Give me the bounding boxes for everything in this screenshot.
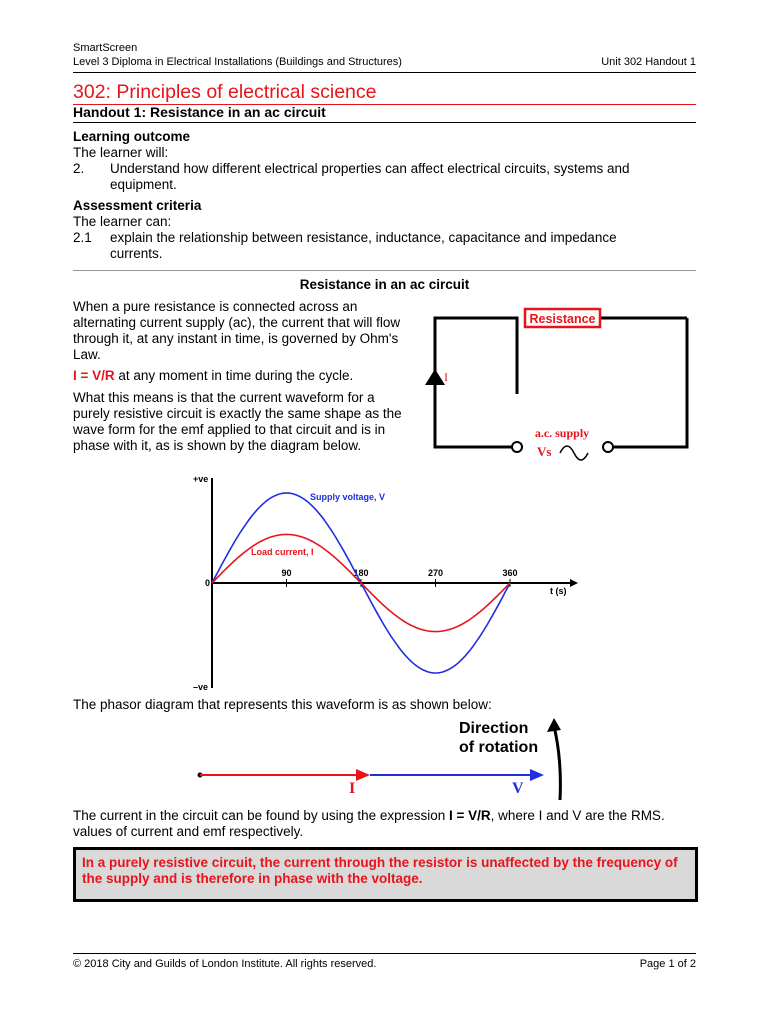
formula-description: at any moment in time during the cycle. [114,368,354,383]
footer-page-number: Page 1 of 2 [639,958,696,970]
rms-paragraph [73,808,693,840]
section-title: Resistance in an ac circuit [299,277,470,292]
waveform-explanation: What this means is that the current waveform for a purely resistive circuit is exactly the same shape as the wave form for the emf applied to that circuit and is in phase with it, as is shown by the diagram below. [73,390,402,453]
learning-outcome-text: Understand how different electrical properties can affect electrical circuits, systems and equipment. [110,161,630,192]
phasor-diagram [190,712,580,804]
x-axis-arrow-icon [570,579,578,587]
footer-divider [73,953,696,954]
x-tick-label: 180 [353,568,369,578]
voltage-phasor-label: V [512,780,524,797]
assessment-text: explain the relationship between resistance, inductance, capacitance and impedance currents. [110,230,617,261]
assessment-number: 2.1 [73,230,92,245]
learning-outcome-heading: Learning outcome [73,129,191,144]
rms-formula: I = V/R [448,808,491,823]
rotation-arrow-icon [547,718,561,732]
x-tick-label: 270 [427,568,444,578]
terminal-right-icon [603,442,613,452]
terminal-left-icon [512,442,522,452]
origin-label: 0 [205,578,211,588]
header-unit-ref: Unit 302 Handout 1 [601,56,696,68]
time-axis-label: t (s) [550,586,567,596]
circuit-diagram [425,305,695,480]
callout-text: In a purely resistive circuit, the current through the resistor is unaffected by the frequency of the supply and is therefore in phase with the voltage. [82,855,678,886]
vs-label: Vs [537,444,552,459]
learning-outcome-intro: The learner will: [73,145,169,160]
current-phasor-arrow-icon [356,769,370,781]
callout-box [73,847,698,902]
header-divider [73,72,696,73]
current-arrow-icon [425,369,445,385]
intro-paragraph: When a pure resistance is connected across an alternating current supply (ac), the current that will flow through it, at any instant in time, is governed by Ohm's Law. [73,299,401,362]
page-title: 302: Principles of electrical science [73,81,377,103]
x-tick-label: 90 [281,568,292,578]
learning-outcome-number: 2. [73,161,85,176]
current-phasor-label: I [349,780,356,797]
section-divider [73,270,696,271]
rms-text-pre: The current in the circuit can be found by using the expression [73,808,449,823]
rotation-label-line1: Direction [459,720,529,737]
subtitle-divider [73,122,696,123]
voltage-series-label: Supply voltage, V [310,492,386,502]
formula-line [73,368,408,384]
ac-wave-icon [560,446,588,460]
rotation-arrow-shaft [554,726,560,800]
rms-text-post: , where I and V are the RMS. values of current and emf respectively. [73,808,665,839]
neg-axis-label: –ve [193,682,209,692]
waveform-chart [185,470,585,695]
footer-copyright: © 2018 City and Guilds of London Institute. All rights reserved. [73,958,377,970]
pos-axis-label: +ve [193,474,209,484]
tick-group [281,568,517,587]
x-tick-label: 360 [502,568,518,578]
supply-label: a.c. supply [534,426,590,440]
current-series-label: Load current, I [251,547,314,557]
page-subtitle: Handout 1: Resistance in an ac circuit [73,104,326,120]
assessment-intro: The learner can: [73,214,172,229]
header-course: Level 3 Diploma in Electrical Installations (Buildings and Structures) [73,56,402,68]
resistor-label: Resistance [529,312,596,326]
header-org: SmartScreen [73,42,138,54]
voltage-phasor-arrow-icon [530,769,544,781]
phasor-intro: The phasor diagram that represents this waveform is as shown below: [73,697,492,712]
current-label: I [444,370,448,384]
rotation-label-line2: of rotation [459,739,539,756]
formula-expression: I = V/R [73,368,115,383]
assessment-heading: Assessment criteria [73,198,202,213]
